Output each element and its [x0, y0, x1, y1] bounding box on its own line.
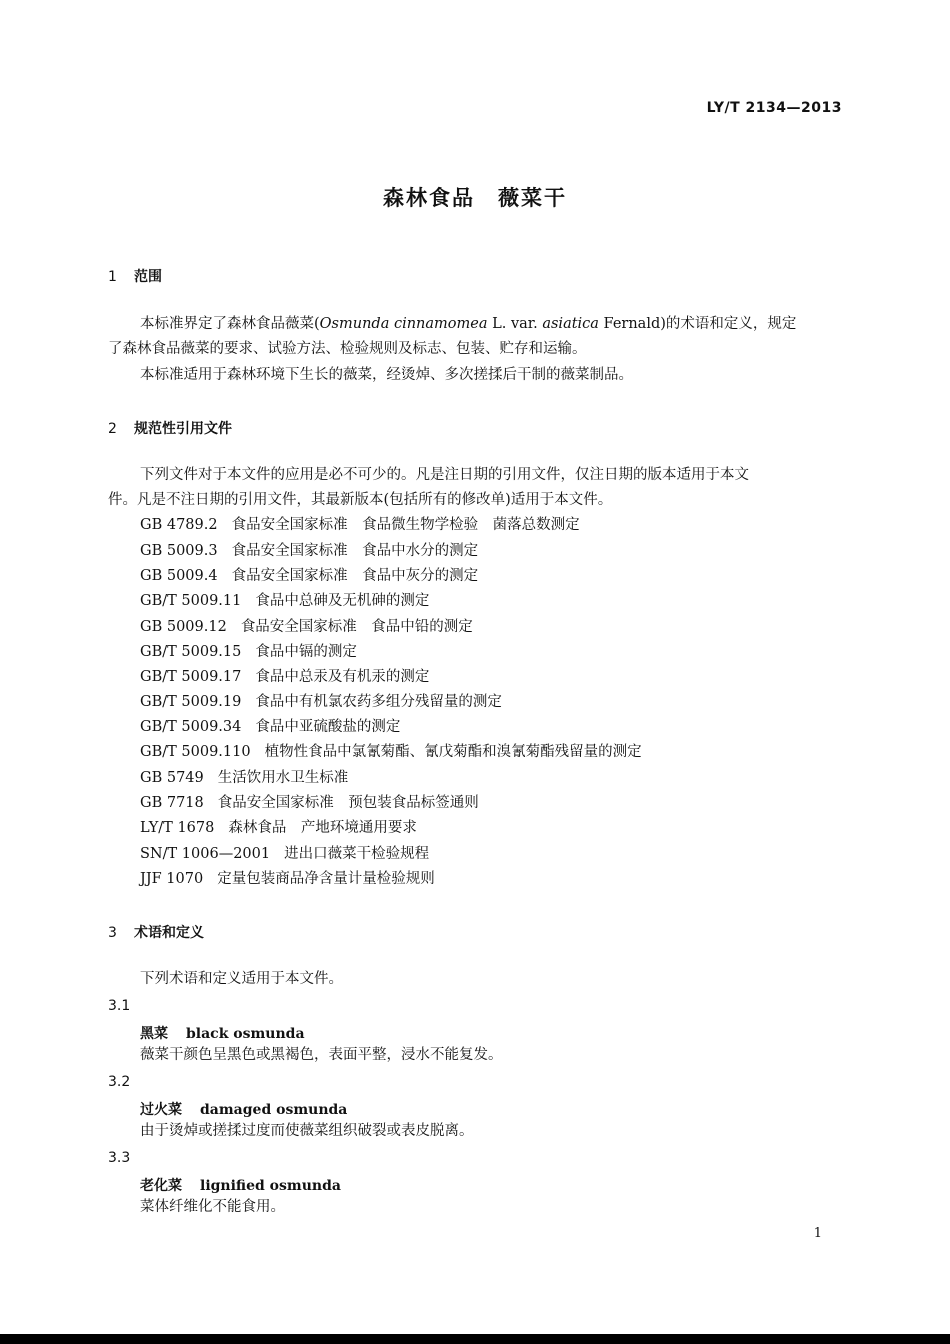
reference-code: JJF 1070: [140, 871, 204, 887]
reference-title: 食品安全国家标准 食品微生物学检验 菌落总数测定: [231, 517, 580, 533]
reference-item: [140, 847, 429, 862]
reference-title: 食品中有机氯农药多组分残留量的测定: [255, 694, 502, 710]
term-zh: 过火菜: [140, 1102, 182, 1118]
section-number: 1: [108, 269, 117, 285]
term-heading: [140, 1023, 305, 1043]
scope-paragraph-line-2: 了森林食品薇菜的要求、试验方法、检验规则及标志、包装、贮存和运输。: [108, 341, 587, 357]
reference-item: [140, 670, 429, 685]
reference-code: GB/T 5009.110: [140, 744, 251, 760]
reference-title: 进出口薇菜干检验规程: [284, 846, 430, 862]
references-paragraph-line-2: 件。凡是不注日期的引用文件，其最新版本(包括所有的修改单)适用于本文件。: [108, 492, 613, 508]
term-heading: [140, 1099, 347, 1119]
term-zh: 老化菜: [140, 1178, 182, 1194]
term-number: 3.1: [108, 998, 131, 1014]
scope-paragraph-line-1: [140, 317, 796, 332]
reference-item: [140, 720, 400, 735]
references-paragraph-line-1: 下列文件对于本文件的应用是必不可少的。凡是注日期的引用文件，仅注日期的版本适用于本文: [140, 467, 749, 483]
reference-title: 森林食品 产地环境通用要求: [228, 820, 417, 836]
reference-code: LY/T 1678: [140, 820, 215, 836]
text-run: Fernald)的术语和定义，规定: [598, 316, 797, 332]
reference-title: 定量包装商品净含量计量检验规则: [217, 871, 435, 887]
reference-code: SN/T 1006—2001: [140, 846, 271, 862]
reference-code: GB/T 5009.17: [140, 669, 242, 685]
reference-item: [140, 695, 502, 710]
standard-code: LY/T 2134—2013: [706, 100, 842, 116]
variety-name-italic: asiatica: [542, 316, 599, 332]
reference-title: 食品安全国家标准 食品中铅的测定: [240, 619, 473, 635]
reference-item: [140, 620, 473, 635]
reference-title: 食品安全国家标准 预包装食品标签通则: [217, 795, 479, 811]
reference-code: GB 5009.4: [140, 568, 218, 584]
reference-item: [140, 745, 642, 760]
reference-code: GB 5009.3: [140, 543, 218, 559]
reference-item: [140, 518, 580, 533]
term-number: 3.3: [108, 1150, 131, 1166]
term-definition: 由于烫焯或搓揉过度而使薇菜组织破裂或表皮脱离。: [140, 1123, 474, 1139]
term-en: black osmunda: [186, 1026, 305, 1042]
term-zh: 黑菜: [140, 1026, 168, 1042]
reference-code: GB 4789.2: [140, 517, 218, 533]
section-title: 术语和定义: [134, 925, 204, 941]
reference-code: GB/T 5009.15: [140, 644, 242, 660]
reference-item: [140, 872, 435, 887]
reference-item: [140, 594, 429, 609]
reference-item: [140, 796, 479, 811]
term-en: lignified osmunda: [200, 1178, 341, 1194]
scope-paragraph-2: 本标准适用于森林环境下生长的薇菜，经烫焯、多次搓揉后干制的薇菜制品。: [140, 367, 633, 383]
reference-title: 植物性食品中氯氰菊酯、氰戊菊酯和溴氰菊酯残留量的测定: [264, 744, 642, 760]
reference-code: GB 5009.12: [140, 619, 227, 635]
term-en: damaged osmunda: [200, 1102, 348, 1118]
reference-item: [140, 544, 478, 559]
document-title: 森林食品 薇菜干: [383, 186, 567, 210]
reference-item: [140, 569, 478, 584]
section-title: 范围: [134, 269, 162, 285]
reference-code: GB 5749: [140, 770, 204, 786]
reference-code: GB 7718: [140, 795, 204, 811]
reference-item: [140, 821, 417, 836]
section-number: 2: [108, 421, 117, 437]
section-title: 规范性引用文件: [134, 421, 232, 437]
term-heading: [140, 1175, 341, 1195]
term-number: 3.2: [108, 1074, 131, 1090]
section-number: 3: [108, 925, 117, 941]
reference-title: 食品中亚硫酸盐的测定: [255, 719, 401, 735]
section-3-heading: [108, 922, 204, 942]
reference-title: 食品中总砷及无机砷的测定: [255, 593, 430, 609]
reference-title: 食品安全国家标准 食品中灰分的测定: [231, 568, 479, 584]
species-name-italic: Osmunda cinnamomea: [319, 316, 488, 332]
text-run: 本标准界定了森林食品薇菜(: [140, 316, 320, 332]
reference-title: 食品中总汞及有机汞的测定: [255, 669, 430, 685]
reference-title: 食品安全国家标准 食品中水分的测定: [231, 543, 479, 559]
reference-item: [140, 645, 357, 660]
reference-title: 食品中镉的测定: [255, 644, 357, 660]
reference-code: GB/T 5009.34: [140, 719, 242, 735]
bottom-border: [0, 1334, 950, 1344]
term-definition: 薇菜干颜色呈黑色或黑褐色，表面平整，浸水不能复发。: [140, 1047, 503, 1063]
term-definition: 菜体纤维化不能食用。: [140, 1199, 285, 1215]
terms-intro: 下列术语和定义适用于本文件。: [140, 971, 343, 987]
reference-code: GB/T 5009.19: [140, 694, 242, 710]
text-run: L. var.: [487, 316, 543, 332]
section-2-heading: [108, 418, 232, 438]
page-number: 1: [813, 1226, 822, 1241]
section-1-heading: [108, 266, 162, 286]
reference-item: [140, 771, 348, 786]
reference-code: GB/T 5009.11: [140, 593, 242, 609]
reference-title: 生活饮用水卫生标准: [217, 770, 349, 786]
